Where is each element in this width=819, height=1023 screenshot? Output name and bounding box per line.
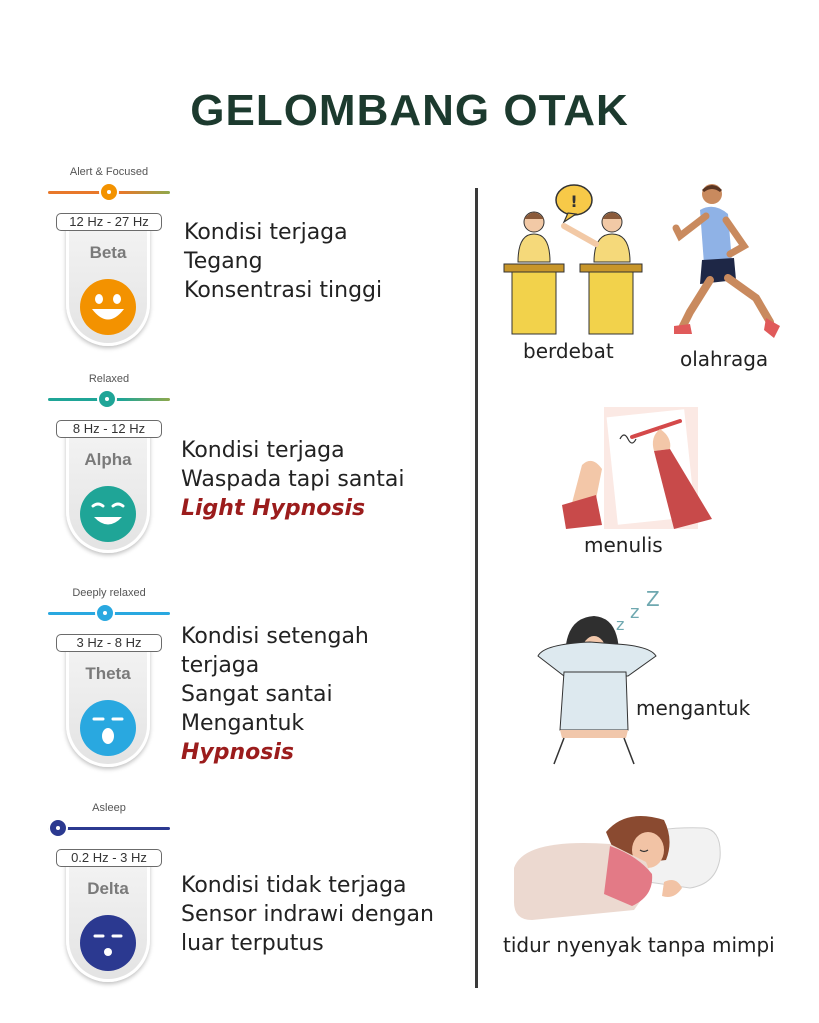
state-label: Asleep	[92, 802, 126, 814]
frequency-range: 12 Hz - 27 Hz	[56, 213, 162, 231]
description-line: terjaga	[181, 653, 260, 678]
description-delta	[181, 871, 434, 958]
debate-illustration	[498, 182, 648, 338]
yawn-face-icon	[79, 699, 137, 757]
wave-name: Beta	[89, 243, 127, 262]
vertical-divider	[475, 188, 478, 988]
writing-illustration	[562, 407, 714, 532]
description-line: Kondisi tidak terjaga	[181, 873, 407, 898]
sleeping-illustration	[514, 810, 724, 925]
wave-name: Theta	[85, 664, 131, 683]
svg-text:z: z	[616, 615, 625, 634]
description-line: Mengantuk	[181, 711, 305, 736]
state-label: Alert & Focused	[69, 166, 149, 178]
description-line: luar terputus	[181, 931, 324, 956]
svg-text:!: !	[570, 192, 578, 211]
hypnosis-label: Light Hypnosis	[181, 496, 366, 521]
sleep-face-icon	[79, 914, 137, 972]
hypnosis-label: Hypnosis	[181, 740, 295, 765]
description-alpha	[181, 436, 404, 523]
activity-caption: tidur nyenyak tanpa mimpi	[503, 933, 775, 957]
activity-caption: mengantuk	[636, 696, 751, 720]
description-line: Sangat santai	[181, 682, 333, 707]
state-label: Deeply relaxed	[72, 587, 146, 599]
frequency-range: 0.2 Hz - 3 Hz	[56, 849, 162, 867]
frequency-slider-knob	[95, 603, 115, 623]
description-line: Kondisi setengah	[181, 624, 369, 649]
calm-face-icon	[79, 485, 137, 543]
wave-delta	[48, 802, 170, 1002]
description-beta	[184, 218, 382, 305]
wave-alpha	[48, 373, 170, 573]
runner-illustration	[670, 180, 790, 345]
activity-caption: menulis	[584, 533, 663, 557]
wave-name: Delta	[87, 879, 129, 898]
description-line: Waspada tapi santai	[181, 467, 405, 492]
description-line: Kondisi terjaga	[184, 220, 348, 245]
svg-text:z: z	[630, 602, 640, 623]
wave-name: Alpha	[84, 450, 132, 469]
description-line: Kondisi terjaga	[181, 438, 345, 463]
description-line: Sensor indrawi dengan	[181, 902, 434, 927]
wave-theta	[48, 587, 170, 787]
frequency-range: 8 Hz - 12 Hz	[56, 420, 162, 438]
wave-beta	[48, 166, 170, 366]
smile-face-icon	[79, 278, 137, 336]
description-theta	[181, 622, 369, 767]
description-line: Tegang	[184, 249, 263, 274]
frequency-slider-knob	[99, 182, 119, 202]
sleepy-illustration	[530, 590, 665, 765]
frequency-slider-knob	[97, 389, 117, 409]
frequency-range: 3 Hz - 8 Hz	[56, 634, 162, 652]
activity-caption: olahraga	[680, 347, 769, 371]
description-line: Konsentrasi tinggi	[184, 278, 383, 303]
svg-text:Z: Z	[646, 590, 660, 611]
activity-caption: berdebat	[523, 339, 614, 363]
state-label: Relaxed	[88, 373, 130, 385]
page-title: GELOMBANG OTAK	[190, 86, 629, 135]
frequency-slider-knob	[48, 818, 68, 838]
